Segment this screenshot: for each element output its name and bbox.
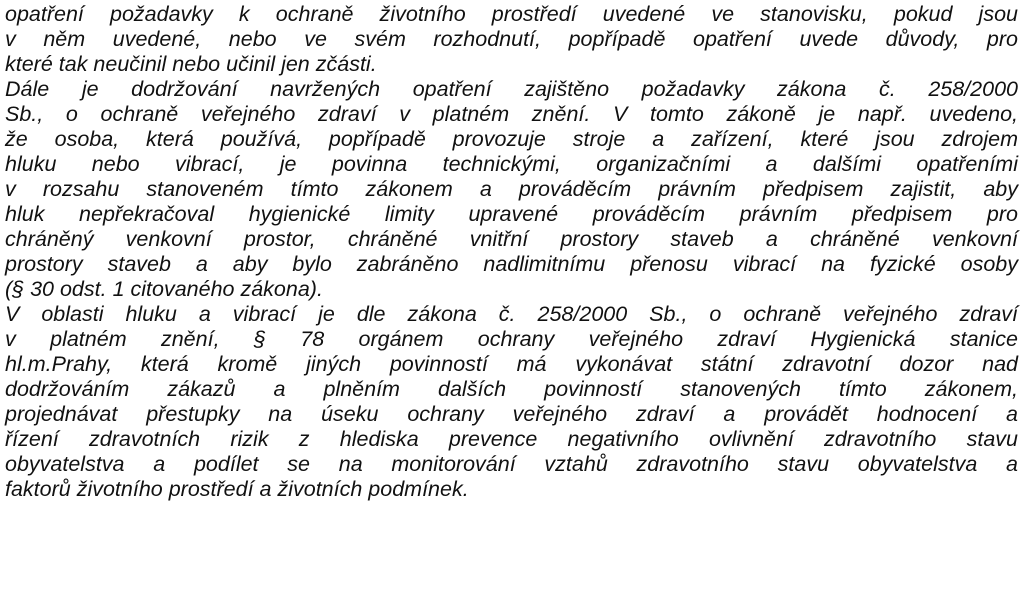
text-line: v rozsahu stanoveném tímto zákonem a prováděcím právním předpisem zajistit, aby xyxy=(5,177,1018,201)
text-line: hl.m.Prahy, která kromě jiných povinností má vykonávat státní zdravotní dozor nad xyxy=(5,352,1018,376)
text-line: v něm uvedené, nebo ve svém rozhodnutí, popřípadě opatření uvede důvody, pro xyxy=(5,27,1018,51)
document-body xyxy=(5,2,1018,502)
text-line: že osoba, která používá, popřípadě provozuje stroje a zařízení, které jsou zdrojem xyxy=(5,127,1018,151)
text-line: dodržováním zákazů a plněním dalších povinností stanovených tímto zákonem, xyxy=(5,377,1018,401)
text-line: hluku nebo vibrací, je povinna technickými, organizačními a dalšími opatřeními xyxy=(5,152,1018,176)
text-line: prostory staveb a aby bylo zabráněno nadlimitnímu přenosu vibrací na fyzické osoby xyxy=(5,252,1018,276)
text-line: řízení zdravotních rizik z hlediska prevence negativního ovlivnění zdravotního stavu xyxy=(5,427,1018,451)
text-line: (§ 30 odst. 1 citovaného zákona). xyxy=(5,277,323,301)
text-line: opatření požadavky k ochraně životního prostředí uvedené ve stanovisku, pokud jsou xyxy=(5,2,1018,26)
text-line: obyvatelstva a podílet se na monitorování vztahů zdravotního stavu obyvatelstva a xyxy=(5,452,1018,476)
text-line: hluk nepřekračoval hygienické limity upravené prováděcím právním předpisem pro xyxy=(5,202,1018,226)
text-line: chráněný venkovní prostor, chráněné vnitřní prostory staveb a chráněné venkovní xyxy=(5,227,1018,251)
text-line: v platném znění, § 78 orgánem ochrany veřejného zdraví Hygienická stanice xyxy=(5,327,1018,351)
text-line: projednávat přestupky na úseku ochrany veřejného zdraví a provádět hodnocení a xyxy=(5,402,1018,426)
text-line: které tak neučinil nebo učinil jen zčásti. xyxy=(5,52,377,76)
text-line: Dále je dodržování navržených opatření zajištěno požadavky zákona č. 258/2000 xyxy=(5,77,1018,101)
text-line: Sb., o ochraně veřejného zdraví v platném znění. V tomto zákoně je např. uvedeno, xyxy=(5,102,1018,126)
text-line: V oblasti hluku a vibrací je dle zákona č. 258/2000 Sb., o ochraně veřejného zdraví xyxy=(5,302,1018,326)
text-line: faktorů životního prostředí a životních podmínek. xyxy=(5,477,469,501)
